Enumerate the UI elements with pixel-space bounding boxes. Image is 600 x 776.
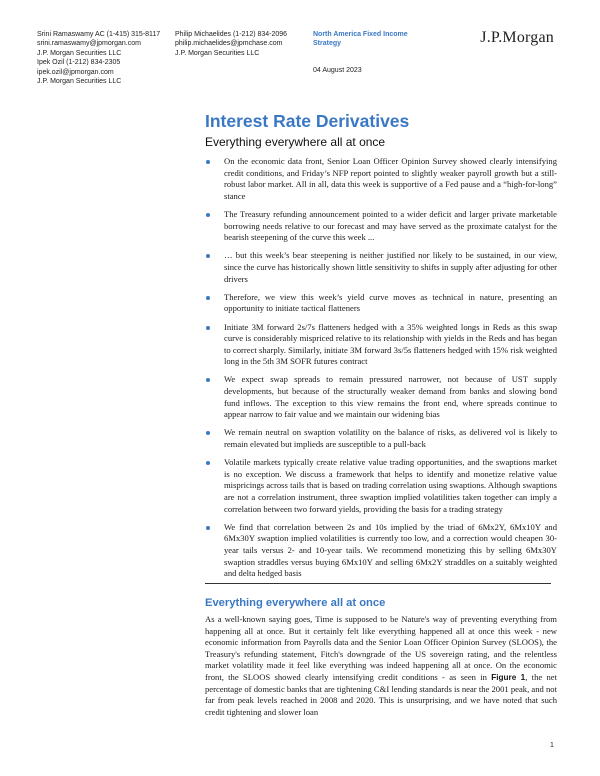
bullet-dot-icon — [206, 254, 210, 258]
bullet-dot-icon — [206, 296, 210, 300]
summary-bullet — [205, 292, 557, 315]
bullet-dot-icon — [206, 431, 210, 435]
author-line: Philip Michaelides (1-212) 834-2096 — [175, 31, 288, 38]
report-series — [313, 30, 423, 49]
bullet-text: Volatile markets typically create relative value trading opportunities, and the swaptions market is no exception. We discuss a framework that helps to identify and monetize relative value mispricings across tails that is based on trading correlation using swaptions. Although swaptions are not a correlation instrument, three swaption implied volatilities taken together can imply a correlation between two forward yields, providing the basis for a trading strategy — [224, 457, 557, 514]
author-line: J.P. Morgan Securities LLC — [175, 49, 260, 57]
summary-bullet — [205, 522, 557, 580]
bullet-dot-icon — [206, 213, 210, 217]
summary-bullet — [205, 457, 557, 515]
section-body-text: , the net percentage of domestic banks that are tightening C&I lending standards is near the 2001 peak, and not far from peak levels reached in 2008 and 2020. This is unsurprising, and we have noted that such credit tightening and slower loan — [205, 671, 557, 717]
bullet-text: The Treasury refunding announcement pointed to a wider deficit and larger private marketable borrowing needs relative to our forecast and may have served as the proximate catalyst for the bearish steepening of the curve this week ... — [224, 208, 557, 243]
summary-bullet — [205, 374, 557, 420]
bullet-dot-icon — [206, 526, 210, 530]
author-line[interactable]: philip.michaelides@jpmchase.com — [175, 40, 283, 48]
section-divider — [205, 583, 551, 584]
summary-bullet — [205, 209, 557, 244]
summary-bullet — [205, 250, 557, 285]
author-line[interactable]: ipek.ozil@jpmorgan.com — [37, 68, 114, 76]
bullet-dot-icon — [206, 326, 210, 330]
section-body-text: As a well-known saying goes, Time is supposed to be Nature's way of preventing everything from happening all at once. But it certainly felt like everything happened all at once this week - new economic information from Payrolls data and the Senior Loan Officer Opinion Survey (SLOOS), the Treasury's refunding statement, Fitch's downgrade of the US sovereign rating, and the relentless market volatility made it feel like everything was indeed happening all at once. On the economic front, the SLOOS showed clearly intensifying credit conditions - as seen in — [205, 614, 557, 682]
summary-bullet — [205, 156, 557, 202]
bullet-dot-icon — [206, 160, 210, 164]
author-line: J.P. Morgan Securities LLC — [37, 49, 122, 57]
author-line[interactable]: srini.ramaswamy@jpmorgan.com — [37, 40, 141, 48]
bullet-text: … but this week’s bear steepening is neither justified nor likely to be sustained, in our view, since the curve has historically shown little sensitivity to shifts in supply after adjusting for other drivers — [224, 250, 557, 284]
jpmorgan-logo: J.P.Morgan — [480, 29, 554, 46]
author-line: Srini Ramaswamy AC (1-415) 315-8117 — [37, 31, 161, 38]
page-title: Interest Rate Derivatives — [205, 111, 410, 131]
bullet-text: We find that correlation between 2s and 10s implied by the triad of 6Mx2Y, 6Mx10Y and 6Mx30Y swaption implied volatilities is currently too low, and a correction would cheapen 30-year tails versus 2- and 10-year tails. We recommend monetizing this by selling 6Mx30Y swaption straddles versus buying 6Mx10Y and selling 6Mx2Y straddles on a suitably weighted and delta hedged basis — [224, 521, 557, 579]
bullet-text: Initiate 3M forward 2s/7s flatteners hedged with a 35% weighted longs in Reds as this swap curve is considerably mispriced relative to its relationship with yields in the Reds and has began to correct sharply. Similarly, initiate 3M forward 3s/5s flatteners hedged with 15% risk weighted long in the 5th 3M SOFR futures contract — [224, 321, 557, 367]
bullet-dot-icon — [206, 461, 210, 465]
report-series-label: North America Fixed Income Strategy — [313, 31, 408, 48]
summary-bullet — [205, 427, 557, 450]
author-block-1 — [37, 30, 160, 86]
summary-bullets — [205, 156, 557, 586]
page-number: 1 — [550, 742, 554, 749]
bullet-text: We expect swap spreads to remain pressured narrower, not because of UST supply developments, but because of the structurally weaker demand from banks and slowing bond fund inflows. The exception to this view remains the front end, where spreads continue to appear narrow to fair value and we maintain our widening bias — [224, 374, 557, 420]
figure-reference[interactable]: Figure 1 — [491, 672, 526, 682]
section-heading: Everything everywhere all at once — [205, 597, 386, 609]
bullet-text: On the economic data front, Senior Loan Officer Opinion Survey showed clearly intensifying credit conditions, and Friday’s NFP report pointed to slightly weaker payroll growth but a still-robust labor market. All in all, data this week is supportive of a Fed pause and a “high-for-long” stance — [224, 156, 557, 201]
page-subtitle: Everything everywhere all at once — [205, 135, 386, 149]
report-date: 04 August 2023 — [313, 67, 362, 74]
summary-bullet — [205, 322, 557, 368]
bullet-text: We remain neutral on swaption volatility on the balance of risks, as delivered vol is likely to remain elevated but implieds are susceptible to a pull-back — [224, 427, 557, 450]
bullet-dot-icon — [206, 378, 210, 382]
author-line: J.P. Morgan Securities LLC — [37, 78, 122, 86]
bullet-text: Therefore, we view this week’s yield curve moves as technical in nature, presenting an opportunity to initiate tactical flatteners — [224, 291, 557, 314]
author-block-2 — [175, 30, 287, 58]
section-body — [205, 614, 557, 718]
author-line: Ipek Ozil (1-212) 834-2305 — [37, 59, 121, 67]
